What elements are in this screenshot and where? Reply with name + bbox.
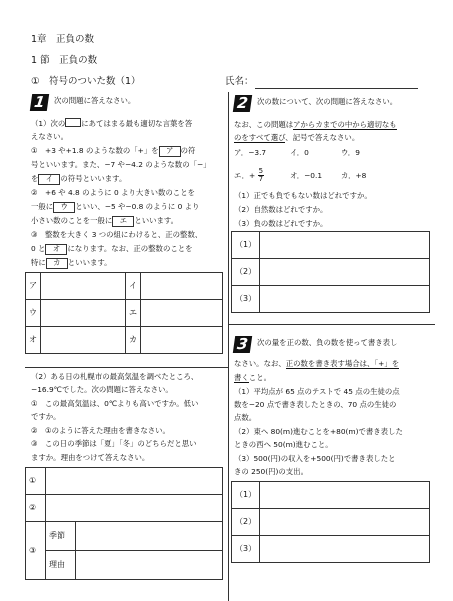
section-title: 1 節 正負の数 (31, 55, 98, 66)
season-answer[interactable] (76, 522, 223, 551)
reason-answer[interactable] (76, 551, 223, 580)
answer-cell-e[interactable] (141, 300, 223, 327)
q1-sub-divider (25, 367, 228, 368)
box-i: イ (38, 174, 60, 185)
q2-answer-3[interactable] (260, 286, 430, 313)
answer-cell-a[interactable] (41, 273, 126, 300)
answer-cell-2-1[interactable] (46, 468, 223, 495)
q3-heading (234, 336, 397, 353)
box-a: ア (159, 146, 181, 157)
q3-answer-3[interactable] (260, 536, 430, 563)
answer-cell-2-2[interactable] (46, 495, 223, 522)
q1-heading (31, 94, 135, 111)
answer-cell-u[interactable] (41, 300, 126, 327)
blank-box (65, 118, 81, 127)
q2-answer-2[interactable] (260, 259, 430, 286)
answer-cell-o[interactable] (41, 327, 126, 354)
q1-intro: 次の問題に答えなさい。 (54, 96, 136, 105)
q3-answer-2[interactable] (260, 509, 430, 536)
q2-divider (228, 324, 435, 325)
box-o: オ (45, 244, 67, 255)
reason-label: 理由 (46, 551, 76, 580)
name-line (255, 88, 418, 89)
column-divider (228, 92, 229, 601)
name-label: 氏名： (225, 76, 254, 87)
q1-sub2-answer-table: ① ② ③ 季節 理由 (25, 467, 223, 580)
answer-cell-ka[interactable] (141, 327, 223, 354)
q2-answer-table: （1） （2） （3） (231, 231, 430, 313)
answer-cell-i[interactable] (141, 273, 223, 300)
q3-answer-1[interactable] (260, 482, 430, 509)
q1-number: 1 (30, 94, 49, 111)
choice-e: エ．+ $\frac{5}{7}$ (234, 167, 264, 184)
q3-intro: 次の量を正の数、負の数を使って書き表し (257, 338, 398, 347)
q3-number: 3 (233, 336, 252, 353)
q1-answer-table: ア イ ウ エ オ カ (25, 272, 223, 354)
q3-answer-table: （1） （2） （3） (231, 481, 430, 563)
chapter-title: 1章 正負の数 (31, 34, 95, 45)
q2-intro: 次の数について、次の問題に答えなさい。 (257, 97, 398, 106)
box-ka: カ (46, 258, 68, 269)
q2-number: 2 (233, 95, 252, 112)
box-u: ウ (53, 202, 75, 213)
topic-title: ① 符号のついた数（1） (31, 76, 141, 87)
q2-answer-1[interactable] (260, 232, 430, 259)
q2-heading (234, 95, 397, 112)
q2-note: なお、この問題はアからカまでの中から適切なも (234, 120, 397, 129)
season-label: 季節 (46, 522, 76, 551)
box-e: エ (112, 216, 134, 227)
